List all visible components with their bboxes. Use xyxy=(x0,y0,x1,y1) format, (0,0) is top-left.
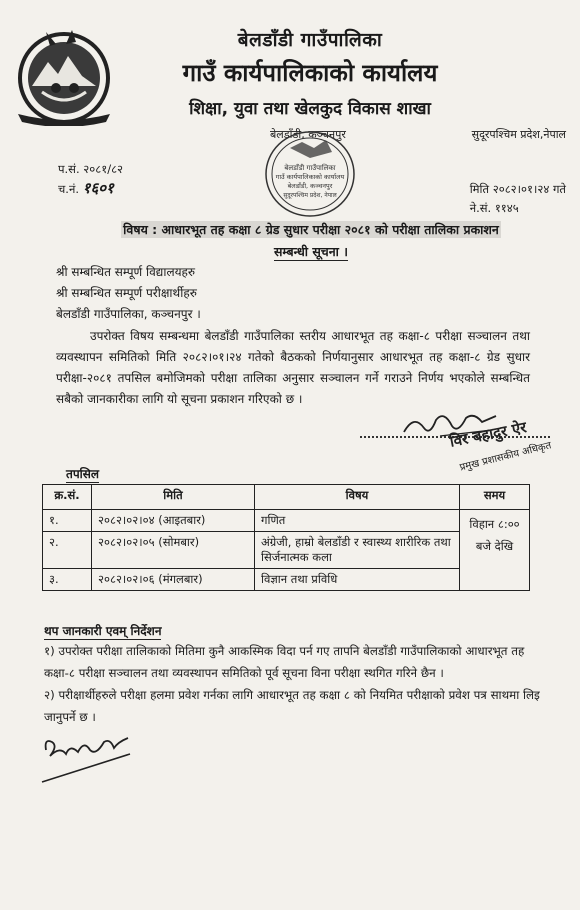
exam-schedule-table xyxy=(42,484,530,591)
stamp-line-3: बेलडाँडी, कञ्चनपुर xyxy=(287,182,333,190)
table-header-row xyxy=(43,485,530,510)
table-row xyxy=(43,510,530,532)
cell-sn: ३. xyxy=(43,569,92,591)
nepal-samvat: ने.सं. ११४५ xyxy=(469,201,519,215)
patra-sankhya: प.सं. २०८१/८२ xyxy=(58,162,124,176)
subject-heading xyxy=(78,219,544,263)
table-caption: तपसिल xyxy=(66,467,100,481)
bottom-signature xyxy=(38,732,138,788)
cell-date: २०८२।०२।०५ (सोमबार) xyxy=(92,532,255,569)
instruction-item: २) परीक्षार्थीहरुले परीक्षा हलमा प्रवेश गर्नका लागि आधारभूत तह कक्षा ८ को नियमित परीक्षाको प्रवेश पत्र साथमा लिइ जानुपर्ने छ । xyxy=(44,688,540,724)
subject-line-2: सम्बन्धी सूचना । xyxy=(273,244,349,259)
chalani-row xyxy=(58,179,123,199)
col-header-date: मिति xyxy=(92,485,255,510)
additional-info-heading: थप जानकारी एवम् निर्देशन xyxy=(44,624,162,638)
address-left: बेलडाँडी, कञ्चनपुर xyxy=(270,128,346,141)
office-stamp xyxy=(262,128,358,220)
cell-sn: १. xyxy=(43,510,92,532)
time-line-2: बजे देखि xyxy=(475,539,514,553)
recipient-item: श्री सम्बन्धित सम्पूर्ण विद्यालयहरु xyxy=(56,265,196,279)
subject-line-1: विषय : आधारभूत तह कक्षा ८ ग्रेड सुधार परीक्षा २०८१ को परीक्षा तालिका प्रकाशन xyxy=(123,222,499,237)
instruction-item: १) उपरोक्त परीक्षा तालिकाको मितिमा कुनै आकस्मिक विदा पर्न गए तापनि बेलडाँडी गाउँपालिकाको आधारभूत तह कक्षा-८ परीक्षा सञ्चालन तथा व्यवस्थापन समितिको पूर्व सूचना विना परीक्षा स्थगित गरिने छैन । xyxy=(44,644,525,680)
time-line-1: विहान ८:०० xyxy=(469,517,520,531)
col-header-sn: क्र.सं. xyxy=(43,485,92,510)
stamp-line-1: बेलडाँडी गाउँपालिका xyxy=(284,164,336,172)
cell-date: २०८२।०२।०६ (मंगलबार) xyxy=(92,569,255,591)
chalani-number: १६०१ xyxy=(82,179,114,197)
recipient-item: श्री सम्बन्धित सम्पूर्ण परीक्षार्थीहरु xyxy=(56,286,197,300)
col-header-time: समय xyxy=(460,485,530,510)
chalani-label: च.नं. xyxy=(58,182,79,196)
cell-subject: विज्ञान तथा प्रविधि xyxy=(255,569,460,591)
cell-subject: अंग्रेजी, हाम्रो बेलडाँडी र स्वास्थ्य शारीरिक तथा सिर्जनात्मक कला xyxy=(255,532,460,569)
recipient-item: बेलडाँडी गाउँपालिका, कञ्चनपुर । xyxy=(56,307,201,321)
date-block xyxy=(470,180,566,218)
cell-date: २०८२।०२।०४ (आइतबार) xyxy=(92,510,255,532)
address-right: सुदूरपश्चिम प्रदेश,नेपाल xyxy=(471,128,566,141)
signatory-title: प्रमुख प्रशासकीय अधिकृत xyxy=(458,440,553,474)
cell-sn: २. xyxy=(43,532,92,569)
cell-time xyxy=(460,510,530,591)
reference-block xyxy=(58,160,123,199)
table-row xyxy=(43,569,530,591)
body-paragraph: उपरोक्त विषय सम्बन्धमा बेलडाँडी गाउँपालिका स्तरीय आधारभूत तह कक्षा-८ परीक्षा सञ्चालन तथा व्यवस्थापन समितिको मिति २०८२।०१।२४ गतेको बैठकको निर्णयानुसार आधारभूत तह कक्षा-८ ग्रेड सुधार परीक्षा-२०८१ तपसिल बमोजिमको परीक्षा तालिका अनुसार सञ्चालन गर्ने गराउने निर्णय भएकोले सम्बन्धित सबैको जानकारीका लागि यो सूचना प्रकाशन गरिएको छ । xyxy=(56,329,530,406)
recipients-list xyxy=(56,262,201,325)
section-name: शिक्षा, युवा तथा खेलकुद विकास शाखा xyxy=(189,99,431,119)
additional-info-list xyxy=(44,640,544,728)
municipality-name: बेलडाँडी गाउँपालिका xyxy=(237,29,383,51)
office-name: गाउँ कार्यपालिकाको कार्यालय xyxy=(182,59,438,87)
signatory-name: विर बहादुर ऐर xyxy=(448,418,528,451)
stamp-line-4: सुदूरपश्चिम प्रदेश, नेपाल xyxy=(283,192,337,199)
cell-subject: गणित xyxy=(255,510,460,532)
table-row xyxy=(43,532,530,569)
col-header-subject: विषय xyxy=(255,485,460,510)
stamp-line-2: गाउँ कार्यपालिकाको कार्यालय xyxy=(275,173,345,181)
letter-date: मिति २०८२।०१।२४ गते xyxy=(469,182,566,196)
